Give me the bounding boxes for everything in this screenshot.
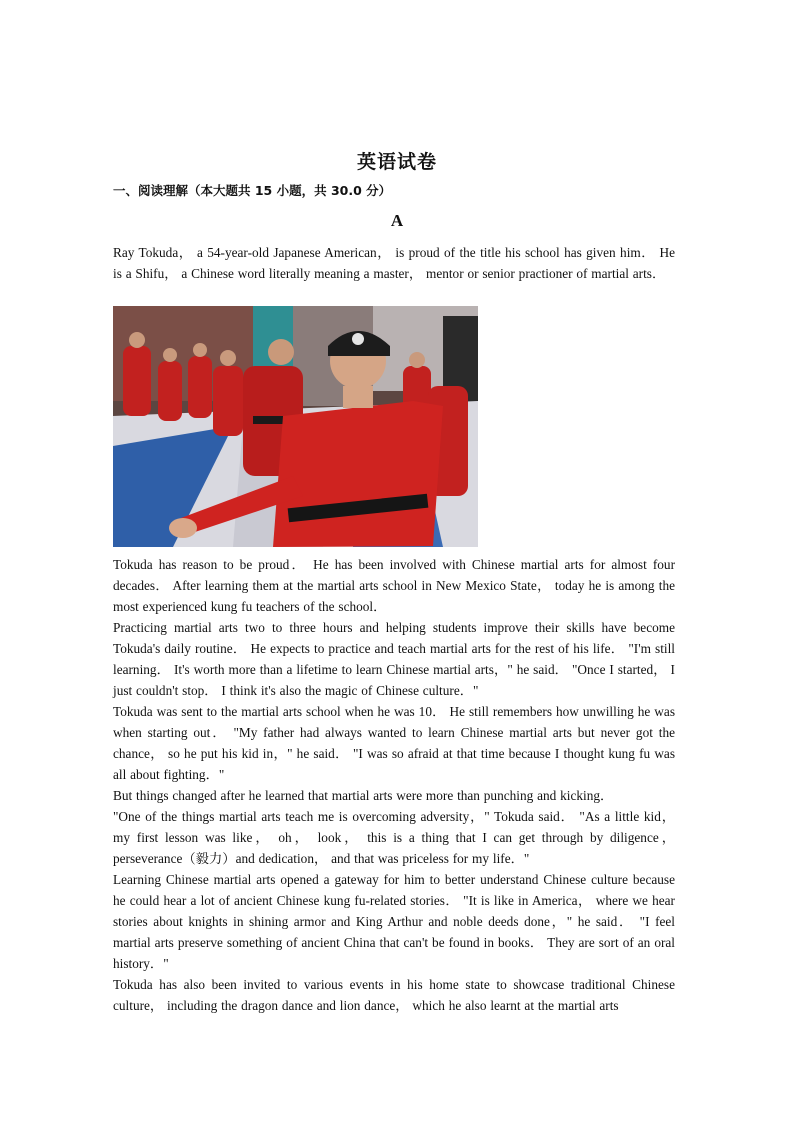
passage-label: A [390,211,404,230]
intro-paragraph: Ray Tokuda， a 54-year-old Japanese American， is proud of the title his school has given him． He is a Shifu， a Chinese word literally meaning a master， mentor or senior practioner of martial arts． [113,245,675,281]
paragraph: But things changed after he learned that martial arts were more than punching and kicking． [113,788,614,803]
paragraph: "One of the things martial arts teach me is overcoming adversity，" Tokuda said． "As a little kid， my first lesson was like， oh， look， this is a thing that I can get through by diligence， perseverance（毅力）and dedication， and that was priceless for my life．" [113,809,675,866]
paragraph: Practicing martial arts two to three hours and helping students improve their skills have become Tokuda's daily routine． He expects to practice and teach martial arts for the rest of his life． "I'm still learning． It's worth more than a lifetime to learn Chinese martial arts，" he said． "Once I started， I just couldn't stop． I think it's also the magic of Chinese culture．" [113,620,675,698]
paragraph: Learning Chinese martial arts opened a gateway for him to better understand Chinese culture because he could hear a lot of ancient Chinese kung fu-related stories． "It is like in America， where we hear stories about knights in shining armor and King Arthur and noble deeds done，" he said． "I feel martial arts preserve something of ancient China that can't be found in books． They are sort of an oral history．" [113,872,675,971]
paragraph: Tokuda has also been invited to various events in his home state to showcase traditional Chinese culture， including the dragon dance and lion dance， which he also learnt at the martial arts [113,977,675,1013]
body-text [113,554,675,1016]
section-heading: 一、阅读理解（本大题共 15 小题，共 30.0 分） [113,183,392,198]
martial-arts-photo [113,306,478,547]
page-title: 英语试卷 [356,151,437,173]
paragraph: Tokuda has reason to be proud． He has been involved with Chinese martial arts for almost four decades． After learning them at the martial arts school in New Mexico State， today he is among the most experienced kung fu teachers of the school． [113,557,675,614]
paragraph: Tokuda was sent to the martial arts school when he was 10． He still remembers how unwilling he was when starting out． "My father had always wanted to learn Chinese martial arts but never got the chance， so he put his kid in，" he said． "I was so afraid at that time because I thought kung fu was all about fighting．" [113,704,675,782]
